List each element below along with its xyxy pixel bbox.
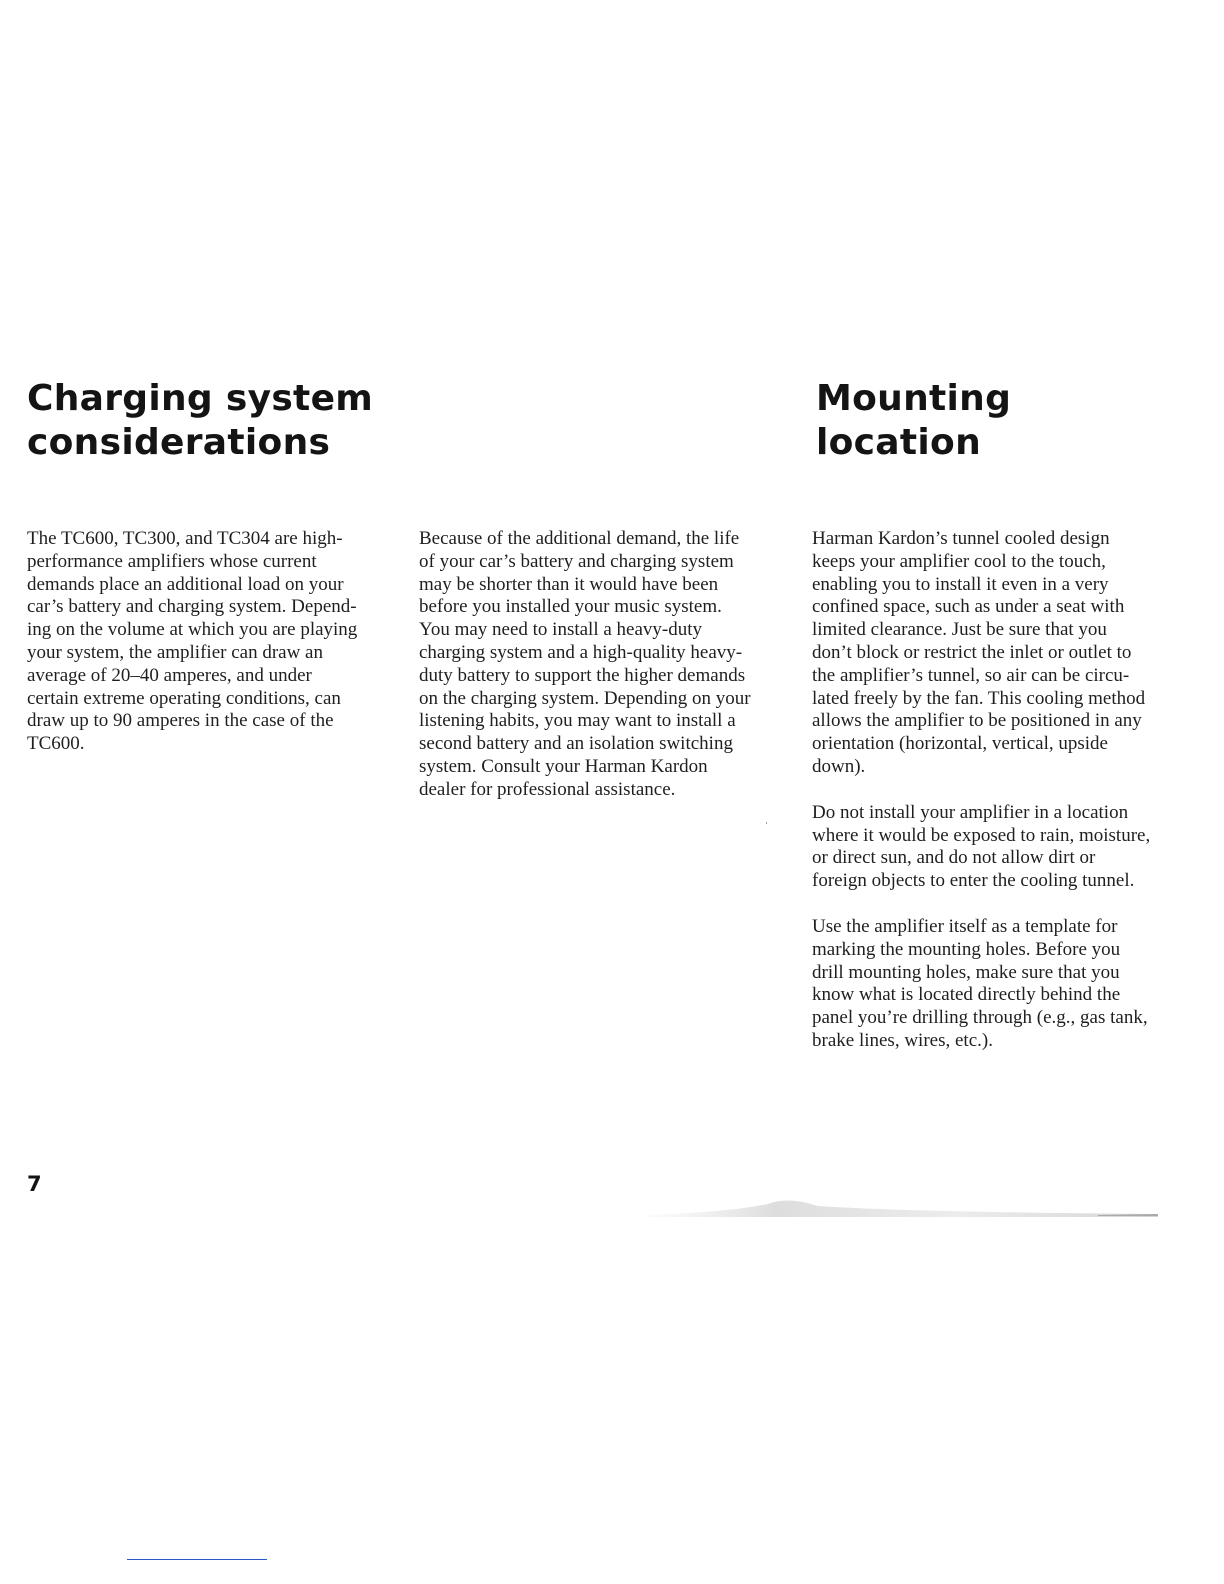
page-number: 7 xyxy=(27,1172,42,1196)
text-line: on the charging system. Depending on your xyxy=(419,687,751,709)
text-line: limited clearance. Just be sure that you xyxy=(812,619,1107,641)
text-line: drill mounting holes, make sure that you xyxy=(812,961,1120,983)
text-line: may be shorter than it would have been xyxy=(419,573,719,595)
text-line: draw up to 90 amperes in the case of the xyxy=(27,710,334,732)
text-line: second battery and an isolation switching xyxy=(419,733,733,755)
paragraph xyxy=(812,802,1197,893)
text-line: orientation (horizontal, vertical, upside xyxy=(812,733,1108,755)
text-line: where it would be exposed to rain, moisture, xyxy=(812,824,1151,846)
text-line: down). xyxy=(812,755,866,777)
text-line: Do not install your amplifier in a location xyxy=(812,801,1129,823)
text-column-1 xyxy=(27,528,399,779)
paragraph xyxy=(27,528,399,756)
heading-line: Mounting xyxy=(816,378,1012,419)
text-line: performance amplifiers whose current xyxy=(27,550,317,572)
text-line: listening habits, you may want to install a xyxy=(419,710,736,732)
text-line: panel you’re drilling through (e.g., gas tank, xyxy=(812,1007,1148,1029)
text-line: of your car’s battery and charging system xyxy=(419,550,734,572)
text-line: You may need to install a heavy-duty xyxy=(419,619,703,641)
text-line: certain extreme operating conditions, can xyxy=(27,687,341,709)
text-line: know what is located directly behind the xyxy=(812,984,1121,1006)
scan-speck xyxy=(766,822,767,824)
text-line: don’t block or restrict the inlet or outlet to xyxy=(812,641,1132,663)
text-line: your system, the amplifier can draw an xyxy=(27,641,323,663)
text-line: charging system and a high-quality heavy- xyxy=(419,641,743,663)
heading-line: Charging system xyxy=(27,378,374,419)
heading-charging-system-considerations xyxy=(27,377,447,465)
text-line: before you installed your music system. xyxy=(419,596,722,618)
paragraph xyxy=(812,916,1197,1053)
paragraph xyxy=(812,528,1197,779)
text-line: or direct sun, and do not allow dirt or xyxy=(812,847,1096,869)
text-line: system. Consult your Harman Kardon xyxy=(419,755,708,777)
text-line: duty battery to support the higher demands xyxy=(419,664,746,686)
text-line: the amplifier’s tunnel, so air can be circu- xyxy=(812,664,1130,686)
text-column-3 xyxy=(812,528,1197,1076)
text-line: demands place an additional load on your xyxy=(27,573,344,595)
text-line: Because of the additional demand, the life xyxy=(419,528,740,549)
text-line: Use the amplifier itself as a template for xyxy=(812,915,1118,937)
heading-mounting-location xyxy=(816,377,1196,465)
text-line: confined space, such as under a seat with xyxy=(812,596,1125,618)
heading-line: location xyxy=(816,422,982,463)
text-line: dealer for professional assistance. xyxy=(419,778,676,800)
text-line: average of 20–40 amperes, and under xyxy=(27,664,312,686)
text-line: ing on the volume at which you are playing xyxy=(27,619,358,641)
heading-line: considerations xyxy=(27,422,331,463)
text-line: The TC600, TC300, and TC304 are high- xyxy=(27,528,343,549)
text-line: enabling you to install it even in a very xyxy=(812,573,1109,595)
scan-shadow-artifact xyxy=(648,1198,1158,1218)
text-line: car’s battery and charging system. Depend- xyxy=(27,596,357,618)
bottom-rule xyxy=(127,1559,267,1560)
paragraph xyxy=(419,528,797,802)
text-line: Harman Kardon’s tunnel cooled design xyxy=(812,528,1110,549)
text-line: lated freely by the fan. This cooling method xyxy=(812,687,1146,709)
text-line: TC600. xyxy=(27,733,85,755)
text-line: marking the mounting holes. Before you xyxy=(812,938,1121,960)
text-line: foreign objects to enter the cooling tunnel. xyxy=(812,870,1135,892)
text-line: keeps your amplifier cool to the touch, xyxy=(812,550,1106,572)
text-column-2 xyxy=(419,528,797,825)
text-line: allows the amplifier to be positioned in any xyxy=(812,710,1142,732)
text-line: brake lines, wires, etc.). xyxy=(812,1029,993,1051)
